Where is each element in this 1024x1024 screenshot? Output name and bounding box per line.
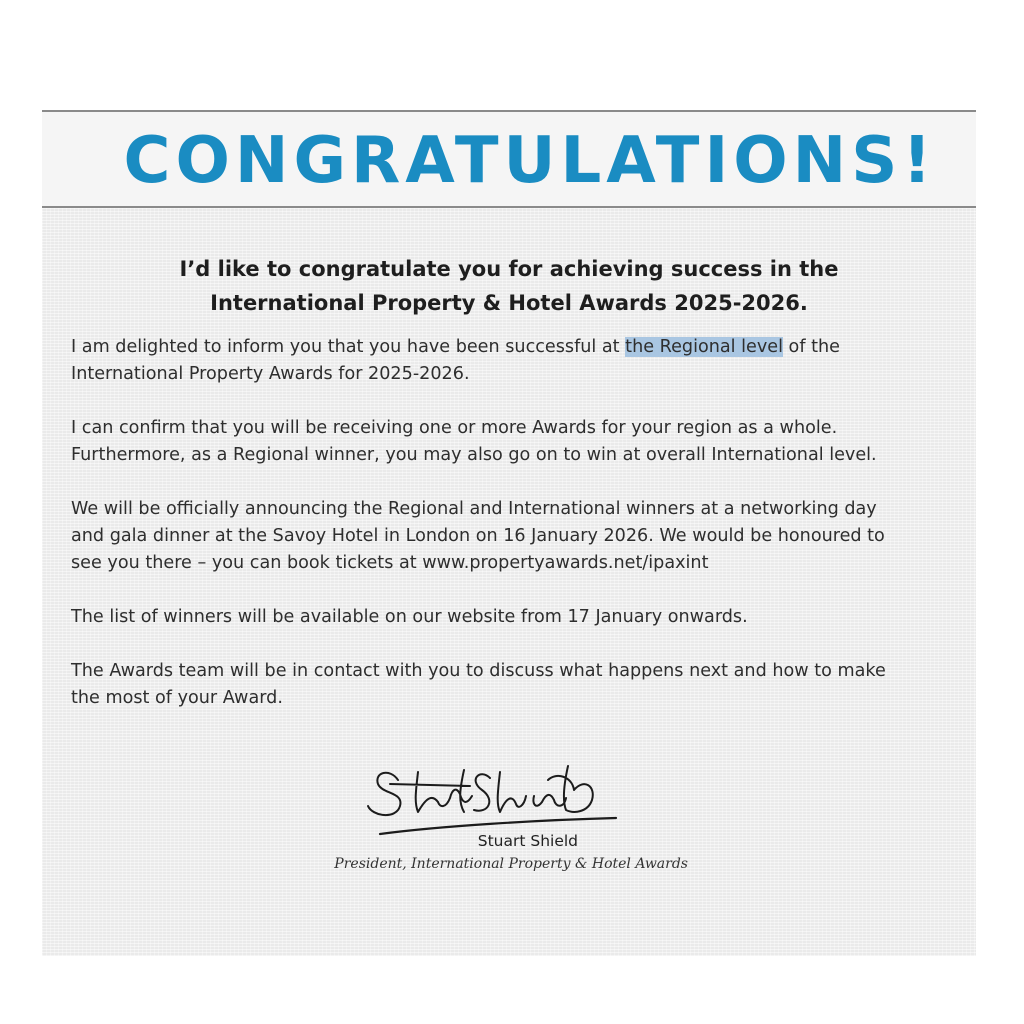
award-letter <box>42 110 976 956</box>
body-line: see you there – you can book tickets at www.propertyawards.net/ipaxint <box>71 553 709 573</box>
paragraph-confirmation <box>71 415 961 469</box>
paragraph-winners-list <box>71 604 961 631</box>
body-text-segment: I am delighted to inform you that you have been successful at <box>71 337 626 357</box>
body-line: International Property Awards for 2025-2026. <box>71 364 470 384</box>
body-line <box>71 334 961 361</box>
body-line: The Awards team will be in contact with you to discuss what happens next and how to make <box>71 661 886 681</box>
body-line: The list of winners will be available on our website from 17 January onwards. <box>71 607 748 627</box>
body-line: We will be officially announcing the Regional and International winners at a networking day <box>71 499 877 519</box>
handwritten-signature <box>360 750 620 840</box>
congratulations-headline: CONGRATULATIONS! <box>123 124 937 198</box>
signatory-name: Stuart Shield <box>477 832 578 850</box>
paragraph-next-steps <box>71 658 961 712</box>
body-line: Furthermore, as a Regional winner, you may also go on to win at overall International level. <box>71 445 877 465</box>
highlighted-text: the Regional level <box>625 337 783 357</box>
body-line: I can confirm that you will be receiving one or more Awards for your region as a whole. <box>71 418 838 438</box>
header-band <box>42 110 976 208</box>
paragraph-announcement <box>71 496 961 577</box>
body-line: and gala dinner at the Savoy Hotel in London on 16 January 2026. We would be honoured to <box>71 526 885 546</box>
paragraph-notification <box>71 334 961 388</box>
intro-line: I’d like to congratulate you for achieving success in the <box>179 257 839 281</box>
intro-line: International Property & Hotel Awards 2025-2026. <box>210 291 808 315</box>
signatory-title: President, International Property & Hotel Awards <box>334 856 688 872</box>
body-text-segment: of the <box>782 337 840 357</box>
letter-body <box>71 334 961 739</box>
body-line: the most of your Award. <box>71 688 283 708</box>
intro-heading <box>42 252 976 320</box>
